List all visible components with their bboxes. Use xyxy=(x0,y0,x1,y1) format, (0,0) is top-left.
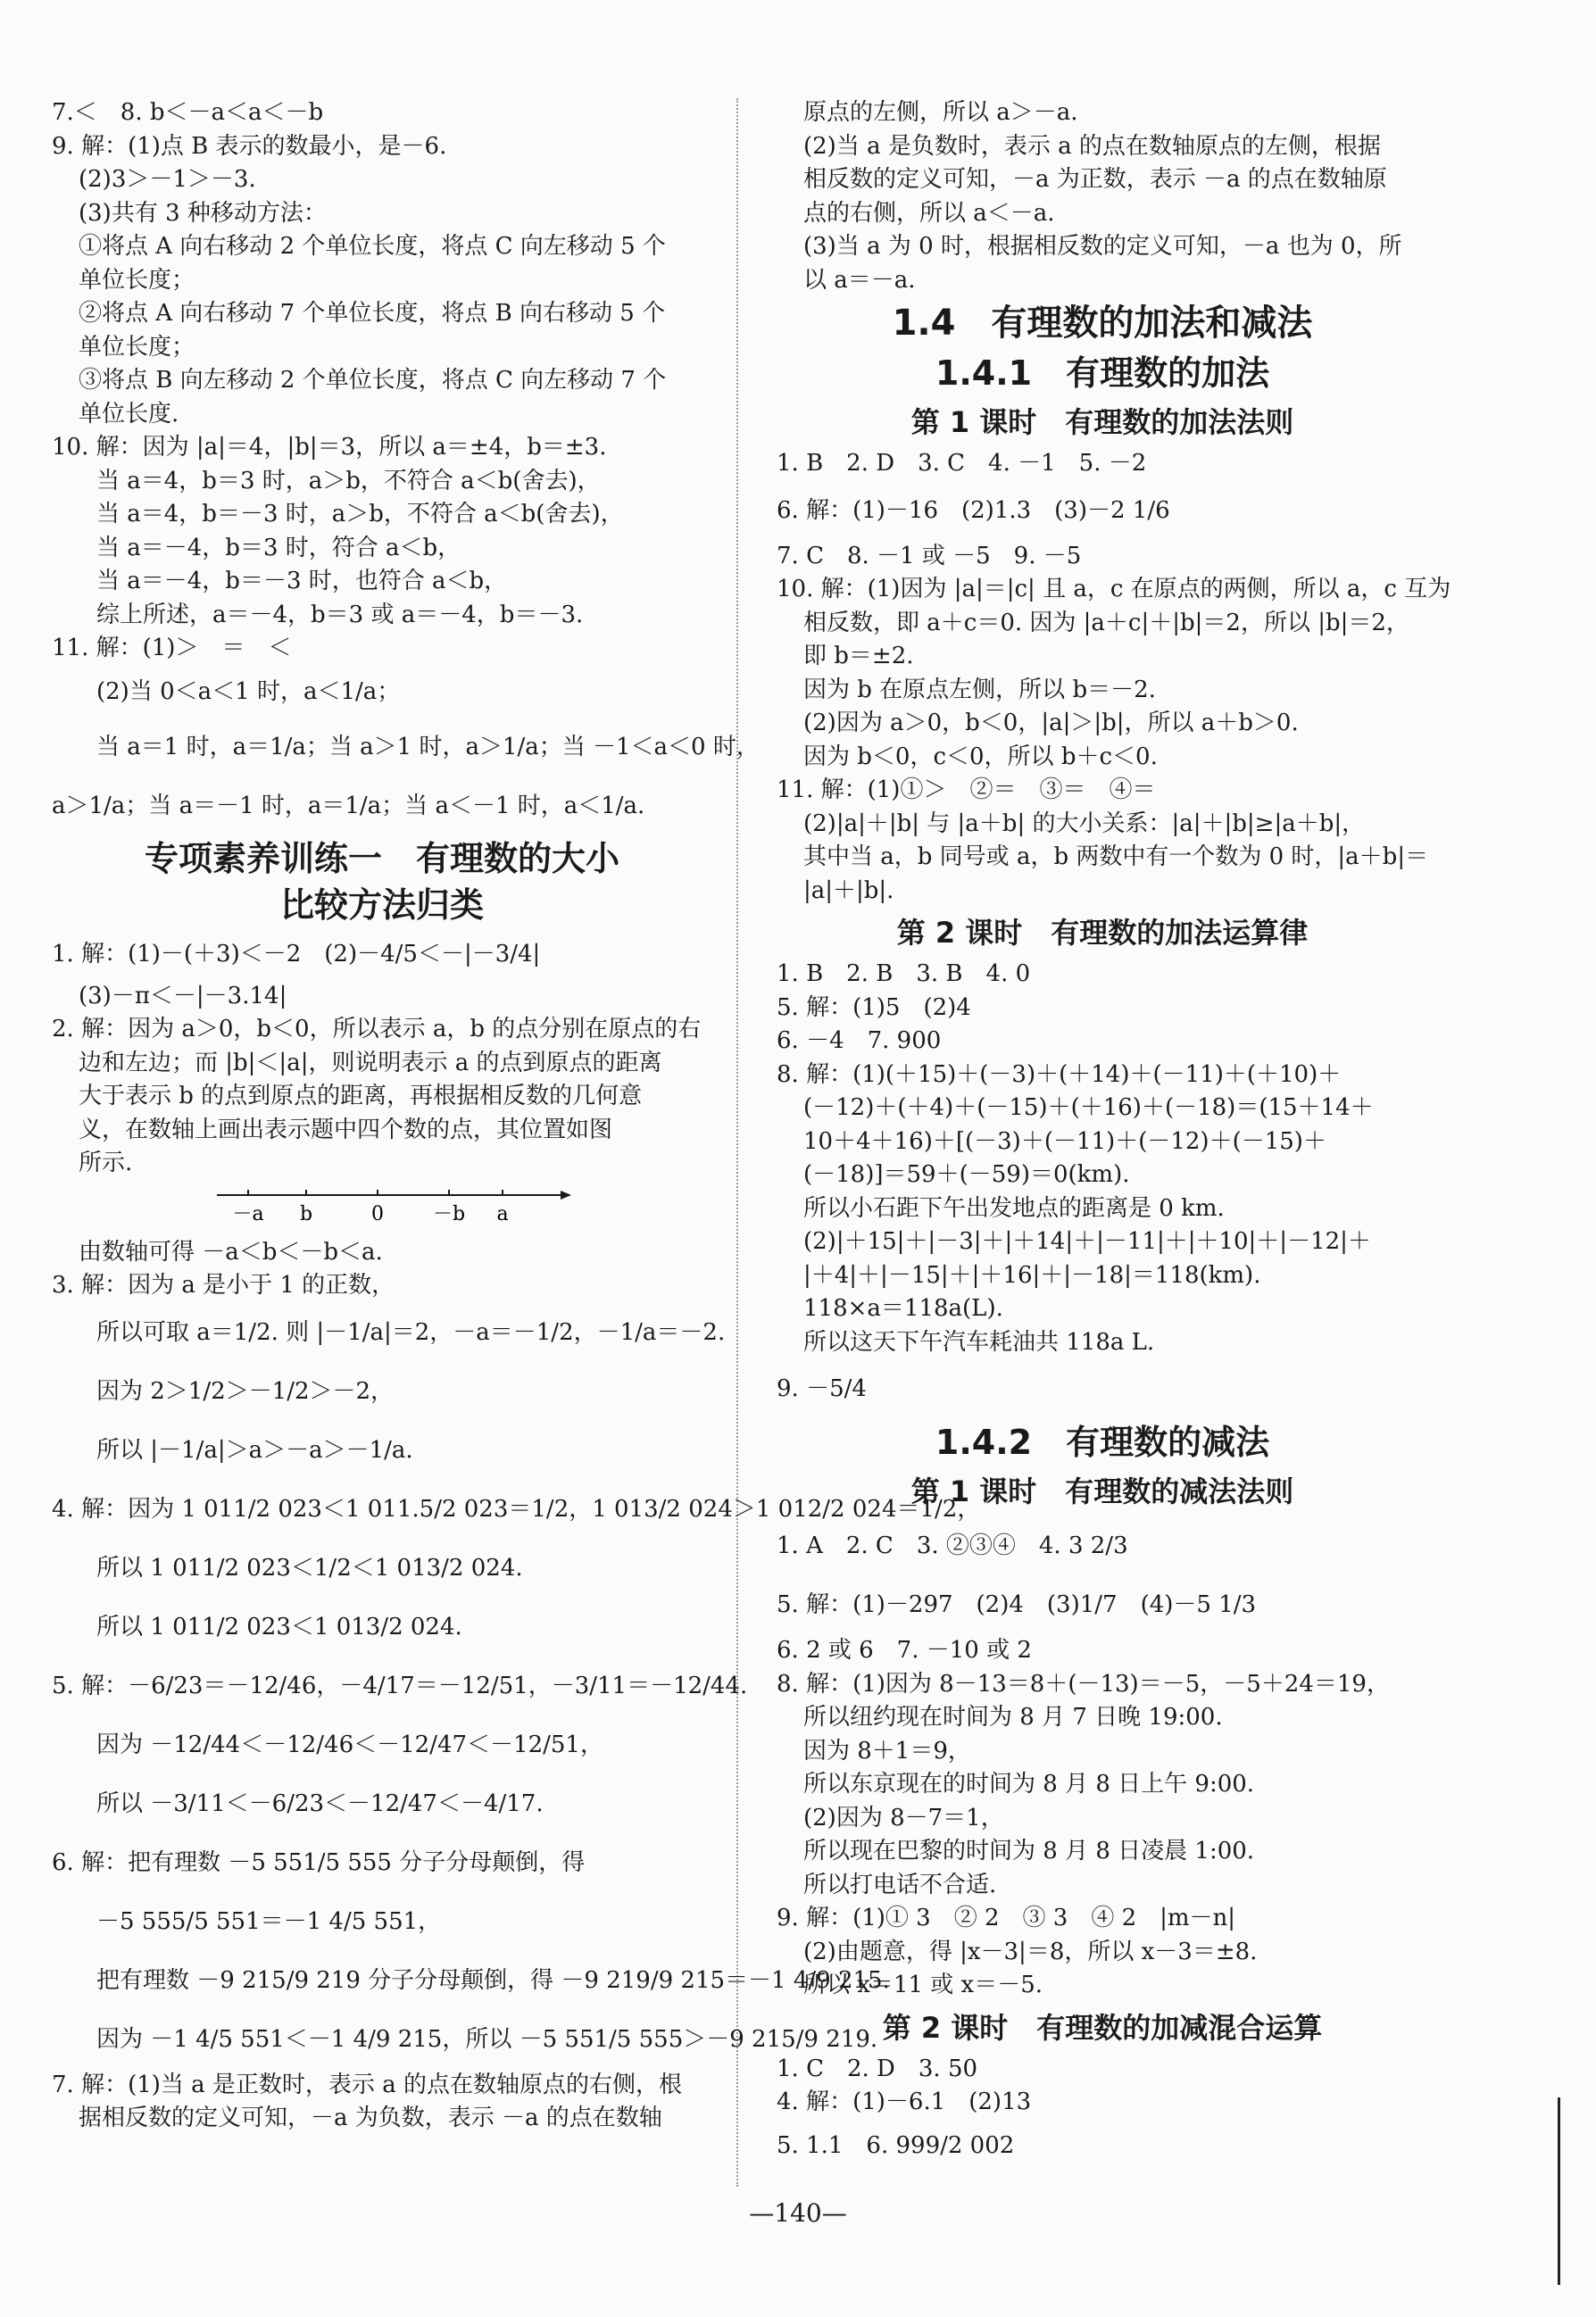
text-line: (3)当 a 为 0 时，根据相反数的定义可知，－a 也为 0，所 xyxy=(803,233,1402,260)
number-line-figure xyxy=(208,1181,712,1236)
text-line: 10＋4＋16)＋[(－3)＋(－11)＋(－12)＋(－15)＋ xyxy=(803,1127,1326,1155)
subsection-title: 1.4.2 有理数的减法 xyxy=(935,1423,1270,1462)
text-line: 把有理数 －9 215/9 219 分子分母颠倒，得 －9 219/9 215＝－1 4/9 215. xyxy=(96,1966,890,1994)
label-neg-a: －a xyxy=(232,1202,264,1225)
text-line: (－18)]＝59＋(－59)＝0(km). xyxy=(803,1161,1130,1188)
text-line: 所示. xyxy=(79,1150,133,1176)
text-line: 原点的左侧，所以 a＞－a. xyxy=(803,99,1078,126)
text-line: 7.＜ 8. b＜－a＜a＜－b xyxy=(52,99,324,126)
text-line: 9. 解：(1)① 3 ② 2 ③ 3 ④ 2 |m－n| xyxy=(777,1905,1236,1931)
lesson-title: 第 2 课时 有理数的加法运算律 xyxy=(896,916,1309,950)
text-line: 所以 |－1/a|＞a＞－a＞－1/a. xyxy=(96,1436,413,1464)
text-line: 相反数，即 a＋c＝0. 因为 |a＋c|＋|b|＝2，所以 |b|＝2， xyxy=(803,609,1409,636)
text-line: 综上所述，a＝－4，b＝3 或 a＝－4，b＝－3. xyxy=(96,601,584,628)
label-zero: 0 xyxy=(371,1202,384,1225)
subsection-title: 1.4.1 有理数的加法 xyxy=(935,353,1270,393)
text-line: (2)因为 a＞0，b＜0，|a|＞|b|，所以 a＋b＞0. xyxy=(803,710,1299,736)
text-line: 所以东京现在的时间为 8 月 8 日上午 9:00. xyxy=(803,1771,1255,1798)
text-line: 义，在数轴上画出表示题中四个数的点，其位置如图 xyxy=(79,1116,613,1143)
text-line: 1. B 2. B 3. B 4. 0 xyxy=(777,960,1031,987)
text-line: 单位长度； xyxy=(79,266,195,294)
text-line: 10. 解：(1)因为 |a|＝|c| 且 a，c 在原点的两侧，所以 a，c 互为 xyxy=(777,576,1451,602)
text-line: (2)|＋15|＋|－3|＋|＋14|＋|－11|＋|＋10|＋|－12|＋ xyxy=(803,1228,1371,1255)
text-line: (－12)＋(＋4)＋(－15)＋(＋16)＋(－18)＝(15＋14＋ xyxy=(803,1094,1374,1121)
text-line: 4. 解：(1)－6.1 (2)13 xyxy=(777,2089,1032,2115)
text-line: 4. 解：因为 1 011/2 023＜1 011.5/2 023＝1/2，1 013/2 024＞1 012/2 024＝1/2， xyxy=(52,1495,981,1523)
section-title: 比较方法归类 xyxy=(279,884,484,925)
text-line: 10. 解：因为 |a|＝4，|b|＝3，所以 a＝±4，b＝±3. xyxy=(52,434,607,461)
text-line: 当 a＝1 时，a＝1/a；当 a＞1 时，a＞1/a；当 －1＜a＜0 时， xyxy=(96,733,760,760)
text-line: a＞1/a；当 a＝－1 时，a＝1/a；当 a＜－1 时，a＜1/a. xyxy=(52,792,645,819)
section-title: 专项素养训练一 有理数的大小 xyxy=(144,838,619,878)
text-line: 所以 x＝11 或 x＝－5. xyxy=(803,1972,1043,1998)
text-line: (2)当 0＜a＜1 时，a＜1/a； xyxy=(96,677,401,705)
text-line: 所以打电话不合适. xyxy=(803,1871,997,1898)
text-line: 11. 解：(1)＞ ＝ ＜ xyxy=(52,635,292,661)
text-line: (3)共有 3 种移动方法： xyxy=(79,199,327,227)
text-line: 边和左边；而 |b|＜|a|，则说明表示 a 的点到原点的距离 xyxy=(79,1049,662,1076)
text-line: 6. －4 7. 900 xyxy=(777,1027,942,1054)
text-line: 9. －5/4 xyxy=(777,1375,867,1402)
text-line: 因为 －1 4/5 551＜－1 4/9 215，所以 －5 551/5 555＞－9 215/9 219. xyxy=(96,2025,878,2053)
text-line: 当 a＝4，b＝3 时，a＞b，不符合 a＜b(舍去)， xyxy=(96,467,601,494)
text-line: 5. 解：(1)－297 (2)4 (3)1/7 (4)－5 1/3 xyxy=(777,1591,1257,1618)
scan-edge-mark xyxy=(1558,2097,1560,2285)
text-line: 11. 解：(1)①＞ ②＝ ③＝ ④＝ xyxy=(777,776,1156,803)
text-line: ③将点 B 向左移动 2 个单位长度，将点 C 向左移动 7 个 xyxy=(79,367,667,394)
label-b: b xyxy=(299,1202,313,1225)
text-line: 118×a＝118a(L). xyxy=(803,1295,1003,1322)
text-line: (2)由题意，得 |x－3|＝8，所以 x－3＝±8. xyxy=(803,1938,1258,1965)
arrow-icon xyxy=(561,1191,571,1200)
text-line: 7. 解：(1)当 a 是正数时，表示 a 的点在数轴原点的右侧，根 xyxy=(52,2071,682,2098)
text-line: 因为 －12/44＜－12/46＜－12/47＜－12/51， xyxy=(96,1731,603,1758)
text-line: 所以 －3/11＜－6/23＜－12/47＜－4/17. xyxy=(96,1790,544,1817)
text-line: 所以 1 011/2 023＜1/2＜1 013/2 024. xyxy=(96,1554,523,1582)
text-line: 7. C 8. －1 或 －5 9. －5 xyxy=(777,542,1082,569)
text-line: 当 a＝4，b＝－3 时，a＞b，不符合 a＜b(舍去)， xyxy=(96,501,624,527)
text-line: 所以 1 011/2 023＜1 013/2 024. xyxy=(96,1613,462,1640)
text-line: 当 a＝－4，b＝－3 时，也符合 a＜b， xyxy=(96,568,508,594)
text-line: 大于表示 b 的点到原点的距离，再根据相反数的几何意 xyxy=(79,1083,643,1109)
text-line: 8. 解：(1)(＋15)＋(－3)＋(＋14)＋(－11)＋(＋10)＋ xyxy=(777,1060,1342,1088)
lesson-title: 第 1 课时 有理数的减法法则 xyxy=(910,1474,1294,1508)
text-line: (2)3＞－1＞－3. xyxy=(79,166,256,193)
text-line: (3)－π＜－|－3.14| xyxy=(79,982,287,1009)
text-line: 5. 解：－6/23＝－12/46，－4/17＝－12/51，－3/11＝－12/44. xyxy=(52,1672,748,1699)
text-line: 所以现在巴黎的时间为 8 月 8 日凌晨 1:00. xyxy=(803,1838,1255,1864)
text-line: ②将点 A 向右移动 7 个单位长度，将点 B 向右移动 5 个 xyxy=(79,300,666,327)
text-line: －5 555/5 551＝－1 4/5 551， xyxy=(96,1907,442,1935)
text-line: 6. 解：把有理数 －5 551/5 555 分子分母颠倒，得 xyxy=(52,1848,586,1876)
text-line: 单位长度. xyxy=(79,400,179,428)
text-line: 所以这天下午汽车耗油共 118a L. xyxy=(803,1328,1155,1356)
label-neg-b: －b xyxy=(432,1202,466,1225)
text-line: 因为 8＋1＝9， xyxy=(803,1737,971,1765)
text-line: (2)因为 8－7＝1， xyxy=(803,1804,1004,1831)
text-line: 1. C 2. D 3. 50 xyxy=(777,2055,978,2082)
text-line: ①将点 A 向右移动 2 个单位长度，将点 C 向左移动 5 个 xyxy=(79,233,666,260)
section-title: 1.4 有理数的加法和减法 xyxy=(892,303,1313,344)
text-line: 6. 2 或 6 7. －10 或 2 xyxy=(777,1637,1032,1664)
text-line: 6. 解：(1)－16 (2)1.3 (3)－2 1/6 xyxy=(777,496,1170,524)
text-line: 5. 1.1 6. 999/2 002 xyxy=(777,2131,1015,2159)
text-line: (2)|a|＋|b| 与 |a＋b| 的大小关系：|a|＋|b|≥|a＋b|， xyxy=(803,810,1366,837)
text-line: 1. A 2. C 3. ②③④ 4. 3 2/3 xyxy=(777,1532,1128,1559)
lesson-title: 第 1 课时 有理数的加法法则 xyxy=(910,405,1294,439)
text-line: 3. 解：因为 a 是小于 1 的正数， xyxy=(52,1272,395,1299)
text-line: 点的右侧，所以 a＜－a. xyxy=(803,199,1055,227)
label-a: a xyxy=(496,1202,509,1225)
text-line: 由数轴可得 －a＜b＜－b＜a. xyxy=(79,1238,383,1266)
text-line: 以 a＝－a. xyxy=(803,266,916,294)
text-line: 所以纽约现在时间为 8 月 7 日晚 19:00. xyxy=(803,1704,1223,1731)
text-line: 2. 解：因为 a＞0，b＜0，所以表示 a，b 的点分别在原点的右 xyxy=(52,1016,702,1042)
lesson-title: 第 2 课时 有理数的加减混合运算 xyxy=(882,2010,1323,2045)
text-line: 单位长度； xyxy=(79,333,195,361)
text-line: |a|＋|b|. xyxy=(803,876,894,904)
text-line: 8. 解：(1)因为 8－13＝8＋(－13)＝－5，－5＋24＝19， xyxy=(777,1670,1390,1698)
column-divider xyxy=(736,98,738,2187)
text-line: 因为 b 在原点左侧，所以 b＝－2. xyxy=(803,676,1156,703)
right-column xyxy=(777,96,1451,2172)
text-line: |＋4|＋|－15|＋|＋16|＋|－18|＝118(km). xyxy=(803,1261,1261,1289)
text-line: 因为 b＜0，c＜0，所以 b＋c＜0. xyxy=(803,743,1158,770)
text-line: 1. 解：(1)－(＋3)＜－2 (2)－4/5＜－|－3/4| xyxy=(52,940,541,967)
text-line: 9. 解：(1)点 B 表示的数最小，是－6. xyxy=(52,132,447,160)
text-line: 5. 解：(1)5 (2)4 xyxy=(777,993,971,1021)
number-line-svg xyxy=(208,1181,583,1236)
text-line: (2)当 a 是负数时，表示 a 的点在数轴原点的左侧，根据 xyxy=(803,132,1381,160)
text-line: 1. B 2. D 3. C 4. －1 5. －2 xyxy=(777,450,1147,477)
page-number: —140— xyxy=(749,2198,847,2228)
text-line: 因为 2＞1/2＞－1/2＞－2， xyxy=(96,1377,395,1405)
text-line: 所以小石距下午出发地点的距离是 0 km. xyxy=(803,1194,1225,1222)
text-line: 当 a＝－4，b＝3 时，符合 a＜b， xyxy=(96,534,461,561)
text-line: 所以可取 a＝1/2. 则 |－1/a|＝2，－a＝－1/2，－1/a＝－2. xyxy=(96,1318,726,1346)
text-line: 据相反数的定义可知，－a 为负数，表示 －a 的点在数轴 xyxy=(79,2105,662,2131)
text-line: 其中当 a，b 同号或 a，b 两数中有一个数为 0 时，|a＋b|＝ xyxy=(803,843,1429,870)
text-line: 即 b＝±2. xyxy=(803,643,914,669)
text-line: 相反数的定义可知，－a 为正数，表示 －a 的点在数轴原 xyxy=(803,166,1387,193)
